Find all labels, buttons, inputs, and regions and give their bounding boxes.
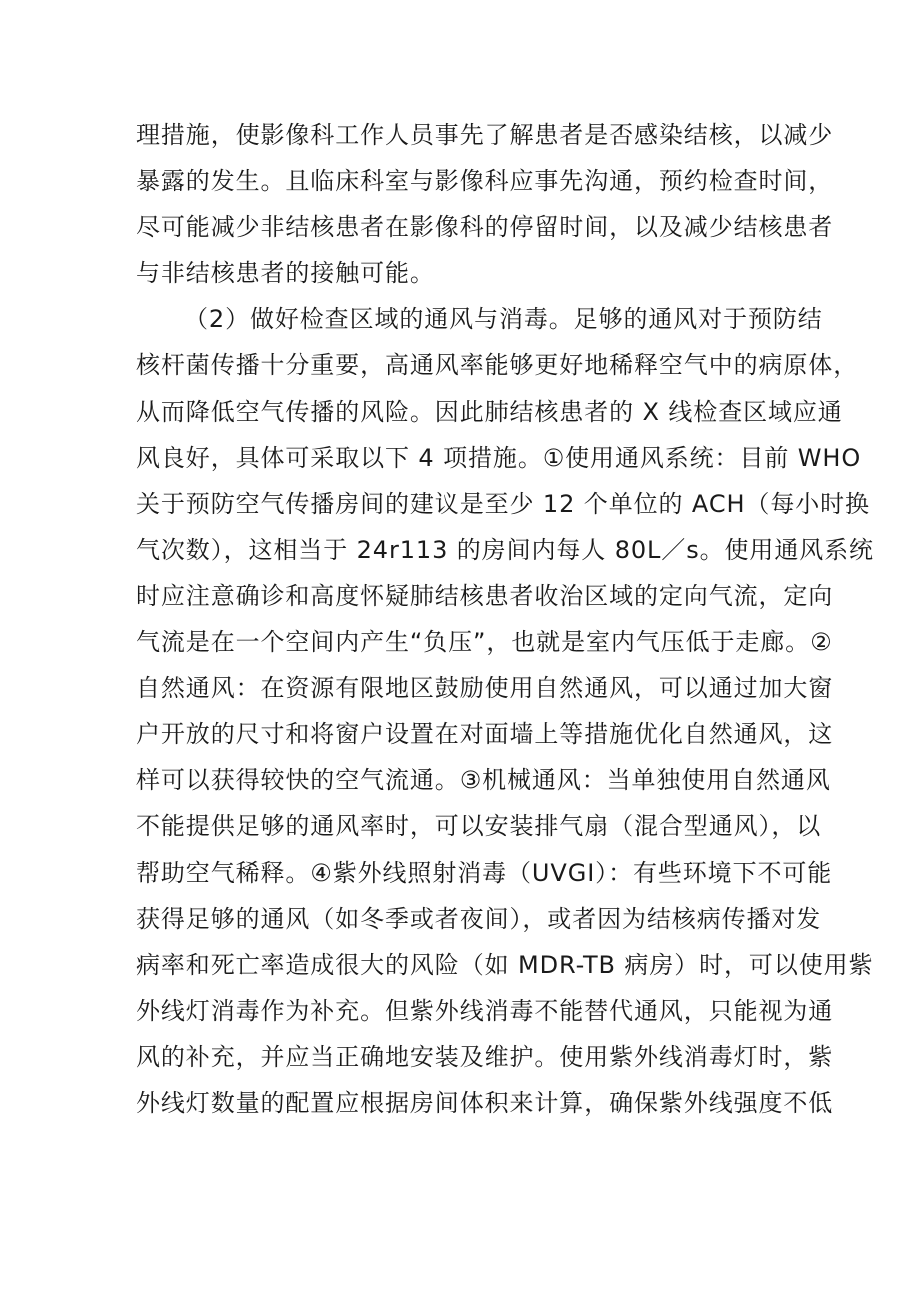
text-line: 暴露的发生。且临床科室与影像科应事先沟通，预约检查时间， — [136, 167, 834, 196]
paragraph-1 — [136, 112, 834, 296]
text-line: 时应注意确诊和高度怀疑肺结核患者收治区域的定向气流，定向 — [136, 581, 834, 610]
text-line: 气流是在一个空间内产生“负压”，也就是室内气压低于走廊。② — [136, 628, 833, 657]
text-line: 外线灯消毒作为补充。但紫外线消毒不能替代通风，只能视为通 — [136, 996, 834, 1025]
text-line: 自然通风：在资源有限地区鼓励使用自然通风，可以通过加大窗 — [136, 674, 834, 703]
text-line: 样可以获得较快的空气流通。③机械通风：当单独使用自然通风 — [136, 766, 831, 795]
text-line: 风的补充，并应当正确地安装及维护。使用紫外线消毒灯时，紫 — [136, 1042, 834, 1071]
text-line: 尽可能减少非结核患者在影像科的停留时间，以及减少结核患者 — [136, 213, 834, 242]
text-line: 理措施，使影像科工作人员事先了解患者是否感染结核，以减少 — [136, 121, 834, 149]
text-line: 帮助空气稀释。④紫外线照射消毒（UVGI）：有些环境下不可能 — [136, 858, 833, 887]
text-line: 获得足够的通风（如冬季或者夜间），或者因为结核病传播对发 — [136, 904, 822, 933]
document-body — [136, 112, 874, 1126]
text-line: 外线灯数量的配置应根据房间体积来计算，确保紫外线强度不低 — [136, 1088, 834, 1117]
text-line: 核杆菌传播十分重要，高通风率能够更好地稀释空气中的病原体， — [136, 351, 859, 380]
text-line: 户开放的尺寸和将窗户设置在对面墙上等措施优化自然通风，这 — [136, 720, 834, 749]
text-line: 病率和死亡率造成很大的风险（如 MDR-TB 病房）时，可以使用紫 — [136, 950, 874, 979]
text-line: 不能提供足够的通风率时，可以安装排气扇（混合型通风），以 — [136, 812, 822, 841]
text-line: 风良好，具体可采取以下 4 项措施。①使用通风系统：目前 WHO — [136, 443, 862, 472]
text-line: 气次数），这相当于 24r113 的房间内每人 80L／s。使用通风系统 — [136, 535, 874, 564]
text-line: 关于预防空气传播房间的建议是至少 12 个单位的 ACH（每小时换 — [136, 489, 870, 518]
text-line: 与非结核患者的接触可能。 — [136, 259, 435, 288]
text-line: （2）做好检查区域的通风与消毒。足够的通风对于预防结 — [184, 305, 823, 334]
text-line: 从而降低空气传播的风险。因此肺结核患者的 X 线检查区域应通 — [136, 397, 843, 426]
paragraph-2 — [136, 296, 874, 1126]
